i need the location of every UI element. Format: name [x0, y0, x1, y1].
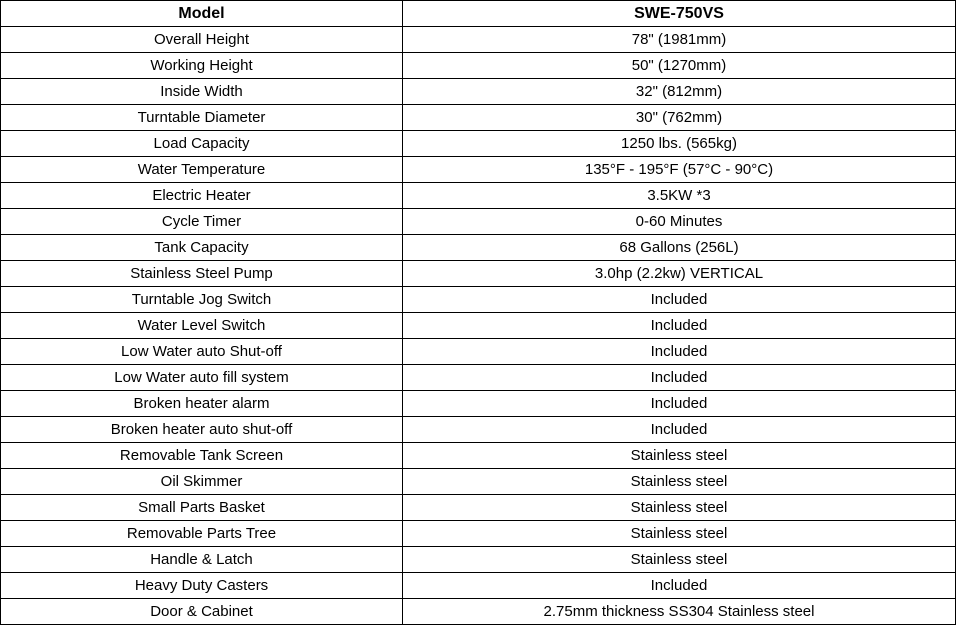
spec-label: Oil Skimmer	[1, 469, 403, 495]
table-row	[1, 287, 956, 313]
spec-label: Tank Capacity	[1, 235, 403, 261]
spec-label: Water Temperature	[1, 157, 403, 183]
spec-label: Electric Heater	[1, 183, 403, 209]
table-row	[1, 547, 956, 573]
header-row	[1, 1, 956, 27]
header-model-number: SWE-750VS	[403, 1, 956, 27]
spec-label: Working Height	[1, 53, 403, 79]
spec-value: 68 Gallons (256L)	[403, 235, 956, 261]
spec-value: Included	[403, 339, 956, 365]
spec-value: 78" (1981mm)	[403, 27, 956, 53]
table-row	[1, 365, 956, 391]
spec-value: Included	[403, 391, 956, 417]
spec-value: 1250 lbs. (565kg)	[403, 131, 956, 157]
spec-label: Turntable Jog Switch	[1, 287, 403, 313]
table-row	[1, 469, 956, 495]
table-row	[1, 599, 956, 625]
table-row	[1, 235, 956, 261]
table-row	[1, 417, 956, 443]
spec-label: Door & Cabinet	[1, 599, 403, 625]
table-row	[1, 209, 956, 235]
table-row	[1, 157, 956, 183]
spec-label: Stainless Steel Pump	[1, 261, 403, 287]
spec-value: 0-60 Minutes	[403, 209, 956, 235]
spec-label: Inside Width	[1, 79, 403, 105]
spec-label: Low Water auto fill system	[1, 365, 403, 391]
spec-value: Stainless steel	[403, 495, 956, 521]
spec-label: Broken heater auto shut-off	[1, 417, 403, 443]
spec-label: Load Capacity	[1, 131, 403, 157]
table-row	[1, 339, 956, 365]
spec-label: Overall Height	[1, 27, 403, 53]
spec-value: 3.5KW *3	[403, 183, 956, 209]
table-row	[1, 27, 956, 53]
spec-value: Stainless steel	[403, 547, 956, 573]
table-row	[1, 521, 956, 547]
table-row	[1, 79, 956, 105]
spec-value: 30" (762mm)	[403, 105, 956, 131]
spec-label: Heavy Duty Casters	[1, 573, 403, 599]
spec-label: Handle & Latch	[1, 547, 403, 573]
header-model: Model	[1, 1, 403, 27]
spec-value: 3.0hp (2.2kw) VERTICAL	[403, 261, 956, 287]
spec-label: Broken heater alarm	[1, 391, 403, 417]
spec-value: Included	[403, 287, 956, 313]
spec-value: Stainless steel	[403, 443, 956, 469]
spec-value: 50" (1270mm)	[403, 53, 956, 79]
spec-label: Low Water auto Shut-off	[1, 339, 403, 365]
table-row	[1, 391, 956, 417]
spec-value: Stainless steel	[403, 521, 956, 547]
table-row	[1, 261, 956, 287]
spec-label: Turntable Diameter	[1, 105, 403, 131]
table-row	[1, 443, 956, 469]
spec-label: Small Parts Basket	[1, 495, 403, 521]
spec-value: Included	[403, 417, 956, 443]
table-row	[1, 573, 956, 599]
spec-label: Removable Tank Screen	[1, 443, 403, 469]
table-row	[1, 183, 956, 209]
table-row	[1, 131, 956, 157]
spec-value: Included	[403, 573, 956, 599]
spec-value: Stainless steel	[403, 469, 956, 495]
spec-value: Included	[403, 313, 956, 339]
spec-value: Included	[403, 365, 956, 391]
spec-value: 32" (812mm)	[403, 79, 956, 105]
spec-label: Cycle Timer	[1, 209, 403, 235]
table-row	[1, 105, 956, 131]
spec-label: Removable Parts Tree	[1, 521, 403, 547]
table-row	[1, 313, 956, 339]
spec-label: Water Level Switch	[1, 313, 403, 339]
spec-value: 135°F - 195°F (57°C - 90°C)	[403, 157, 956, 183]
spec-value: 2.75mm thickness SS304 Stainless steel	[403, 599, 956, 625]
spec-body	[1, 27, 956, 625]
table-row	[1, 53, 956, 79]
table-row	[1, 495, 956, 521]
